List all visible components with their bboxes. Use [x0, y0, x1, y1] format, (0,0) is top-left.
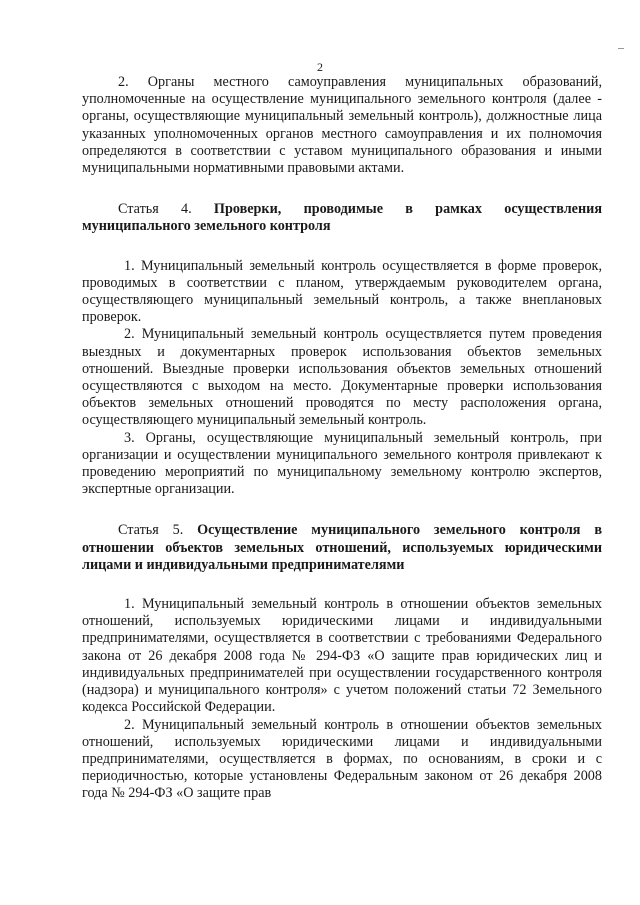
article5-title: Осуществление муниципального земельного контроля в отношении объектов земельных отношений, используемых юридическими лицами и индивидуальными предпринимателями — [82, 522, 602, 573]
article4-number: Статья 4. — [118, 201, 214, 218]
article4-paragraph-1: 1. Муниципальный земельный контроль осуществляется в форме проверок, проводимых в соответствии с планом, утверждаемым руководителем органа, осуществляющего муниципальный земельный контроль, а также внеплановых проверок. — [82, 257, 602, 326]
article4-paragraph-2: 2. Муниципальный земельный контроль осуществляется путем проведения выездных и документарных проверок использования объектов земельных отношений. Выездные проверки использования объектов земельных отношений осуществляются с выходом на место. Документарные проверки использования объектов земельных отношений проводятся по месту расположения органа, осуществляющего муниципальный земельный контроль. — [82, 326, 602, 429]
page-number: 2 — [317, 60, 323, 74]
article5-heading — [82, 522, 602, 574]
scan-mark — [618, 48, 624, 49]
article4-paragraph-3: 3. Органы, осуществляющие муниципальный земельный контроль, при организации и осуществлении муниципального земельного контроля привлекают к проведению мероприятий по муниципальному земельному контролю экспертов, экспертные организации. — [82, 429, 602, 498]
article5-paragraph-1: 1. Муниципальный земельный контроль в отношении объектов земельных отношений, используемых юридическими лицами и индивидуальными предпринимателями, осуществляется в соответствии с требованиями Федерального закона от 26 декабря 2008 года № 294-ФЗ «О защите прав юридических лиц и индивидуальных предпринимателей при осуществлении государственного контроля (надзора) и муниципального контроля» с учетом положений статьи 72 Земельного кодекса Российской Федерации. — [82, 596, 602, 716]
document-body — [82, 74, 602, 803]
article3-item2-paragraph: 2. Органы местного самоуправления муниципальных образований, уполномоченные на осуществление муниципального земельного контроля (далее - органы, осуществляющие муниципальный земельный контроль), должностные лица указанных уполномоченных органов местного самоуправления и их полномочия определяются в соответствии с уставом муниципального образования и иными муниципальными нормативными правовыми актами. — [82, 74, 602, 177]
article4-heading — [82, 201, 602, 235]
article4-title: Проверки, проводимые в рамках осуществления муниципального земельного контроля — [82, 201, 602, 235]
article5-paragraph-2: 2. Муниципальный земельный контроль в отношении объектов земельных отношений, используемых юридическими лицами и индивидуальными предпринимателями, осуществляется в формах, по основаниям, в сроки и с периодичностью, которые установлены Федеральным законом от 26 декабря 2008 года № 294-ФЗ «О защите прав — [82, 716, 602, 802]
article5-number: Статья 5. — [118, 522, 198, 539]
